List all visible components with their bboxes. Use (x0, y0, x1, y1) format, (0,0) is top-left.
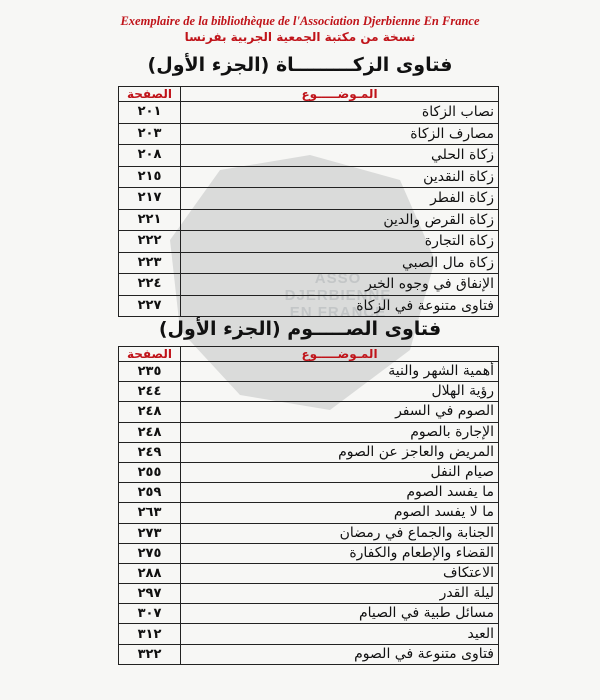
table-row (119, 523, 499, 543)
page-number-cell: ٢٤٤ (119, 382, 181, 402)
topic-cell: ليلة القدر (181, 584, 499, 604)
zakat-col-topic-header: المـوضـــــوع (181, 87, 499, 102)
page-number-cell: ٣٠٧ (119, 604, 181, 624)
topic-cell: ما يفسد الصوم (181, 483, 499, 503)
page-number-cell: ٢٠٨ (119, 145, 181, 167)
topic-cell: الإنفاق في وجوه الخير (181, 274, 499, 296)
table-row (119, 188, 499, 210)
page-number-cell: ٢٥٩ (119, 483, 181, 503)
page-number-cell: ٢٦٣ (119, 503, 181, 523)
topic-cell: العيد (181, 624, 499, 644)
topic-cell: الجنابة والجماع في رمضان (181, 523, 499, 543)
page-number-cell: ٢٧٥ (119, 543, 181, 563)
table-row (119, 295, 499, 317)
page-number-cell: ٢٢٢ (119, 231, 181, 253)
table-row (119, 362, 499, 382)
topic-cell: زكاة الحلي (181, 145, 499, 167)
page-number-cell: ٢٩٧ (119, 584, 181, 604)
table-row (119, 231, 499, 253)
topic-cell: المريض والعاجز عن الصوم (181, 442, 499, 462)
topic-cell: فتاوى متنوعة في الصوم (181, 644, 499, 664)
page-number-cell: ٢٤٩ (119, 442, 181, 462)
sawm-table (118, 346, 499, 665)
topic-cell: مسائل طبية في الصيام (181, 604, 499, 624)
zakat-table-body (119, 102, 499, 317)
sawm-col-topic-header: المـوضـــــوع (181, 347, 499, 362)
topic-cell: رؤية الهلال (181, 382, 499, 402)
page-number-cell: ٢٢٣ (119, 252, 181, 274)
table-row (119, 209, 499, 231)
table-row (119, 145, 499, 167)
zakat-header-row (119, 87, 499, 102)
table-row (119, 382, 499, 402)
page-number-cell: ٢٠١ (119, 102, 181, 124)
page-number-cell: ٢٤٨ (119, 422, 181, 442)
page-number-cell: ٢٢٧ (119, 295, 181, 317)
page-number-cell: ٢١٥ (119, 166, 181, 188)
table-row (119, 503, 499, 523)
library-header-french: Exemplaire de la bibliothèque de l'Association Djerbienne En France (120, 14, 480, 28)
topic-cell: أهمية الشهر والنية (181, 362, 499, 382)
table-row (119, 543, 499, 563)
table-row (119, 462, 499, 482)
sawm-section-title: فتاوى الصـــــوم (الجزء الأول) (158, 318, 442, 340)
table-row (119, 483, 499, 503)
page-number-cell: ٢٠٣ (119, 123, 181, 145)
topic-cell: زكاة النقدين (181, 166, 499, 188)
topic-cell: الاعتكاف (181, 563, 499, 583)
topic-cell: زكاة التجارة (181, 231, 499, 253)
table-row (119, 442, 499, 462)
topic-cell: الإجارة بالصوم (181, 422, 499, 442)
page-number-cell: ٢٢١ (119, 209, 181, 231)
table-row (119, 644, 499, 664)
topic-cell: زكاة مال الصبي (181, 252, 499, 274)
zakat-section-title: فتاوى الزكـــــــــاة (الجزء الأول) (147, 54, 453, 76)
table-row (119, 402, 499, 422)
zakat-col-page-header: الصفحة (119, 87, 181, 102)
topic-cell: صيام النفل (181, 462, 499, 482)
sawm-col-page-header: الصفحة (119, 347, 181, 362)
topic-cell: نصاب الزكاة (181, 102, 499, 124)
page-number-cell: ٣١٢ (119, 624, 181, 644)
topic-cell: زكاة القرض والدين (181, 209, 499, 231)
table-row (119, 584, 499, 604)
table-row (119, 102, 499, 124)
sawm-header-row (119, 347, 499, 362)
page-number-cell: ٢٧٣ (119, 523, 181, 543)
table-row (119, 123, 499, 145)
topic-cell: القضاء والإطعام والكفارة (181, 543, 499, 563)
watermark-line-3: EN FRANCE (289, 304, 387, 321)
page-number-cell: ٢٣٥ (119, 362, 181, 382)
table-row (119, 252, 499, 274)
page-number-cell: ٢٢٤ (119, 274, 181, 296)
topic-cell: مصارف الزكاة (181, 123, 499, 145)
library-header-arabic: نسخة من مكتبة الجمعية الجربية بفرنسا (184, 30, 416, 44)
sawm-table-body (119, 362, 499, 665)
table-row (119, 422, 499, 442)
topic-cell: الصوم في السفر (181, 402, 499, 422)
watermark-line-1: ASSO (314, 270, 362, 287)
table-row (119, 624, 499, 644)
topic-cell: ما لا يفسد الصوم (181, 503, 499, 523)
topic-cell: زكاة الفطر (181, 188, 499, 210)
page-number-cell: ٣٢٢ (119, 644, 181, 664)
table-row (119, 563, 499, 583)
zakat-table (118, 86, 499, 317)
page-number-cell: ٢٨٨ (119, 563, 181, 583)
page-number-cell: ٢٥٥ (119, 462, 181, 482)
page-number-cell: ٢٤٨ (119, 402, 181, 422)
watermark-line-2: DJERBIENNE (284, 287, 392, 304)
table-row (119, 166, 499, 188)
page-number-cell: ٢١٧ (119, 188, 181, 210)
table-row (119, 604, 499, 624)
table-row (119, 274, 499, 296)
topic-cell: فتاوى متنوعة في الزكاة (181, 295, 499, 317)
